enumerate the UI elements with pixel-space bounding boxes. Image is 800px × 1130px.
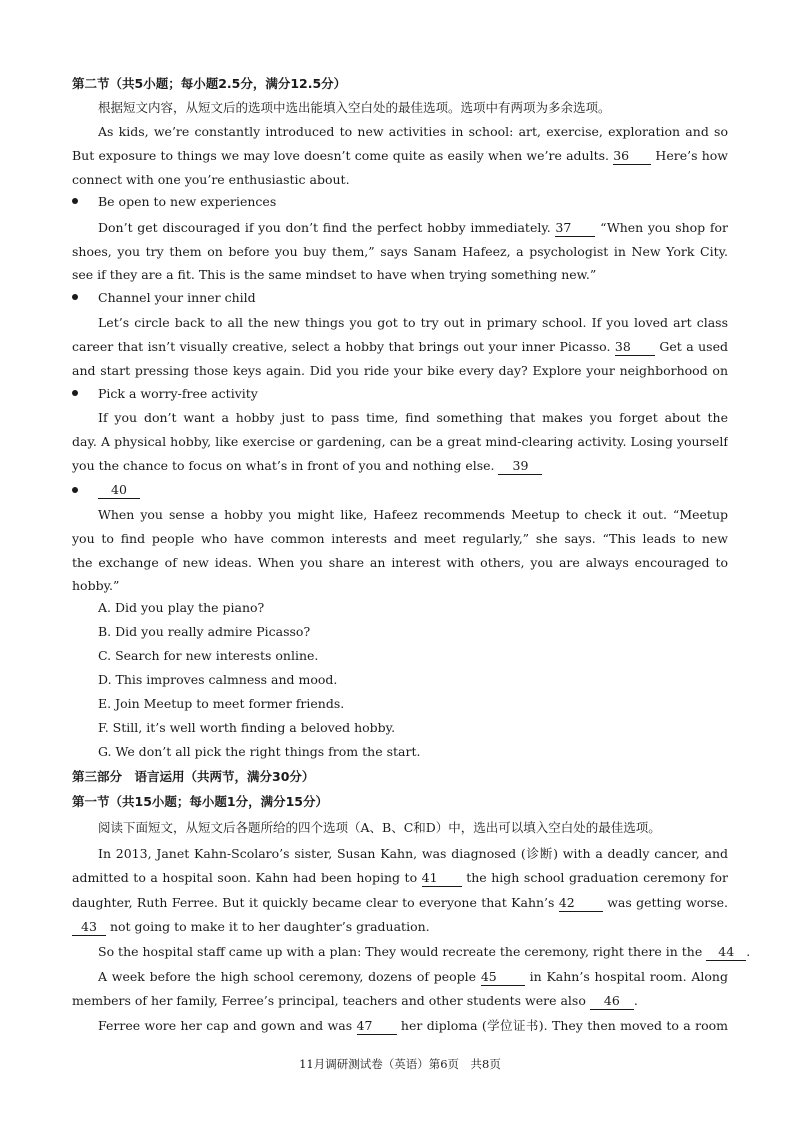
blank-45: 45 bbox=[481, 969, 525, 986]
blank-39: 39 bbox=[498, 458, 542, 475]
bullet-icon bbox=[72, 198, 78, 204]
section2-heading: 第二节（共5小题；每小题2.5分，满分12.5分） bbox=[72, 76, 347, 91]
passage-line: 43 not going to make it to her daughter’s graduation. bbox=[72, 917, 430, 937]
passage-line: daughter, Ruth Ferree. But it quickly became clear to everyone that Kahn’s 42 was getting worse. bbox=[72, 895, 728, 910]
blank-38: 38 bbox=[615, 339, 655, 356]
passage-line: Let’s circle back to all the new things you got to try out in primary school. If you loved art class bbox=[98, 315, 728, 330]
subheading-bullet-3: Pick a worry-free activity bbox=[98, 386, 258, 401]
passage-line: But exposure to things we may love doesn’t come quite as easily when we’re adults. 36 Here’s how bbox=[72, 148, 728, 163]
passage-line: If you don’t want a hobby just to pass time, find something that makes you forget about the bbox=[98, 410, 728, 425]
part3-heading: 第三部分 语言运用（共两节，满分30分） bbox=[72, 769, 315, 784]
option-f: F. Still, it’s well worth finding a beloved hobby. bbox=[98, 720, 396, 735]
blank-46: 46 bbox=[590, 993, 634, 1010]
passage-line: career that isn’t visually creative, select a hobby that brings out your inner Picasso. 38 Get a used bbox=[72, 339, 728, 354]
subheading-bullet-4 bbox=[98, 480, 140, 500]
passage-line: So the hospital staff came up with a plan: They would recreate the ceremony, right there in the 44 . bbox=[98, 944, 751, 959]
bullet-icon bbox=[72, 487, 78, 493]
blank-44: 44 bbox=[706, 944, 746, 961]
passage-line: A week before the high school ceremony, dozens of people 45 in Kahn’s hospital room. Along bbox=[98, 969, 728, 984]
subheading-bullet-1: Be open to new experiences bbox=[98, 194, 277, 209]
passage-line: day. A physical hobby, like exercise or gardening, can be a great mind-clearing activity. Losing yourself bbox=[72, 434, 728, 449]
blank-36: 36 bbox=[613, 148, 651, 165]
part3-subheading: 第一节（共15小题；每小题1分，满分15分） bbox=[72, 794, 328, 809]
subheading-bullet-2: Channel your inner child bbox=[98, 290, 256, 305]
passage-line: In 2013, Janet Kahn-Scolaro’s sister, Susan Kahn, was diagnosed (诊断) with a deadly cancer, and bbox=[98, 846, 728, 861]
passage-line: members of her family, Ferree’s principal, teachers and other students were also 46 . bbox=[72, 993, 638, 1008]
blank-43: 43 bbox=[72, 919, 106, 936]
blank-41: 41 bbox=[422, 870, 462, 887]
page-footer: 11月调研测试卷（英语）第6页 共8页 bbox=[299, 1057, 501, 1071]
option-d: D. This improves calmness and mood. bbox=[98, 672, 338, 687]
blank-42: 42 bbox=[559, 895, 603, 912]
passage-line: hobby.” bbox=[72, 578, 120, 593]
passage-line: you to find people who have common interests and meet regularly,” she says. “This leads to new bbox=[72, 531, 728, 546]
passage-line: connect with one you’re enthusiastic about. bbox=[72, 172, 350, 187]
option-b: B. Did you really admire Picasso? bbox=[98, 624, 311, 639]
option-a: A. Did you play the piano? bbox=[98, 600, 265, 615]
blank-37: 37 bbox=[555, 220, 595, 237]
passage-line: When you sense a hobby you might like, Hafeez recommends Meetup to check it out. “Meetup bbox=[98, 507, 728, 522]
blank-40: 40 bbox=[98, 482, 140, 499]
option-g: G. We don’t all pick the right things from the start. bbox=[98, 744, 421, 759]
option-c: C. Search for new interests online. bbox=[98, 648, 319, 663]
bullet-icon bbox=[72, 294, 78, 300]
section2-instruction: 根据短文内容，从短文后的选项中选出能填入空白处的最佳选项。选项中有两项为多余选项。 bbox=[98, 100, 611, 115]
passage-line: shoes, you try them on before you buy them,” says Sanam Hafeez, a psychologist in New York City. bbox=[72, 244, 728, 259]
part3-instruction: 阅读下面短文，从短文后各题所给的四个选项（A、B、C和D）中，选出可以填入空白处的最佳选项。 bbox=[98, 820, 661, 835]
passage-line: you the chance to focus on what’s in front of you and nothing else. 39 bbox=[72, 456, 542, 476]
blank-47: 47 bbox=[357, 1018, 397, 1035]
passage-line: and start pressing those keys again. Did you ride your bike every day? Explore your neighborhood on bbox=[72, 363, 728, 378]
option-e: E. Join Meetup to meet former friends. bbox=[98, 696, 345, 711]
bullet-icon bbox=[72, 390, 78, 396]
passage-line: admitted to a hospital soon. Kahn had been hoping to 41 the high school graduation ceremony for bbox=[72, 870, 728, 885]
passage-line: Ferree wore her cap and gown and was 47 her diploma (学位证书). They then moved to a room bbox=[98, 1018, 728, 1033]
passage-line: Don’t get discouraged if you don’t find the perfect hobby immediately. 37 “When you shop for bbox=[98, 220, 728, 235]
passage-line: see if they are a fit. This is the same mindset to have when trying something new.” bbox=[72, 267, 597, 282]
passage-line: As kids, we’re constantly introduced to new activities in school: art, exercise, exploration and so bbox=[98, 124, 728, 139]
passage-line: the exchange of new ideas. When you share an interest with others, you are always encouraged to bbox=[72, 555, 728, 570]
